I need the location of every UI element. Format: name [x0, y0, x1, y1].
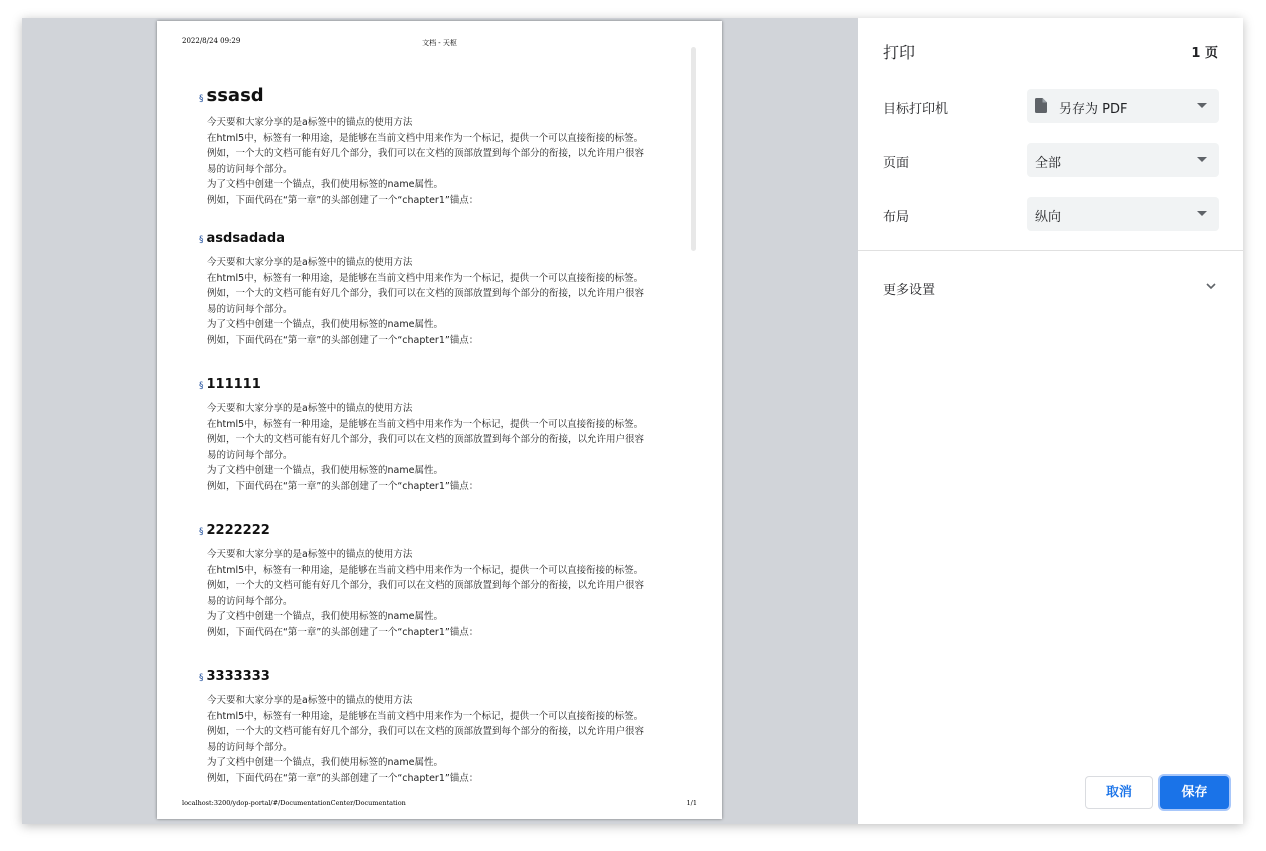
print-dialog: [22, 18, 1243, 824]
section-body: [199, 547, 669, 641]
section-divider: [858, 250, 1243, 251]
paragraph-line: 在html5中，标签有一种用途，是能够在当前文档中用来作为一个标记，提供一个可以直接衔接的标签。: [207, 710, 644, 722]
print-settings-panel: [858, 18, 1243, 824]
section-heading: § 3333333: [199, 669, 270, 684]
section-body: [199, 255, 669, 349]
print-preview-area[interactable]: [22, 18, 858, 824]
paragraph-line: 今天要和大家分享的是a标签中的锚点的使用方法: [207, 257, 413, 268]
section-body: [199, 115, 669, 209]
chevron-down-icon[interactable]: [1204, 279, 1218, 293]
dropdown-caret-icon: [1197, 103, 1207, 108]
paragraph-line: 在html5中，标签有一种用途，是能够在当前文档中用来作为一个标记，提供一个可以直接衔接的标签。: [207, 564, 644, 576]
destination-label: 目标打印机: [883, 102, 949, 117]
layout-label: 布局: [883, 210, 910, 225]
doc-section: [199, 227, 669, 367]
paragraph-line: 易的访问每个部分。: [207, 449, 293, 461]
paragraph-line: 例如，下面代码在“第一章”的头部创建了一个“chapter1”锚点：: [207, 480, 479, 492]
page-footer-number: 1/1: [686, 799, 697, 807]
destination-select[interactable]: [1027, 89, 1219, 123]
page-header-title: 文档 - 天枢: [422, 39, 457, 47]
paragraph-line: 例如，一个大的文档可能有好几个部分，我们可以在文档的顶部放置到每个部分的衔接，以允许用户很容: [207, 288, 645, 300]
paragraph-line: 易的访问每个部分。: [207, 741, 293, 753]
paragraph-line: 例如，一个大的文档可能有好几个部分，我们可以在文档的顶部放置到每个部分的衔接，以允许用户很容: [207, 580, 645, 592]
destination-value: 另存为 PDF: [1059, 102, 1128, 117]
pages-select[interactable]: [1027, 143, 1219, 177]
dialog-title: 打印: [883, 43, 916, 62]
save-button[interactable]: 保存: [1160, 776, 1229, 809]
paragraph-line: 易的访问每个部分。: [207, 163, 293, 175]
doc-section: [199, 81, 669, 221]
cancel-button[interactable]: 取消: [1085, 776, 1153, 809]
preview-scrollbar[interactable]: [691, 47, 696, 251]
paragraph-line: 例如，下面代码在“第一章”的头部创建了一个“chapter1”锚点：: [207, 626, 479, 638]
paragraph-line: 例如，下面代码在“第一章”的头部创建了一个“chapter1”锚点：: [207, 772, 479, 784]
paragraph-line: 今天要和大家分享的是a标签中的锚点的使用方法: [207, 549, 413, 560]
layout-value: 纵向: [1035, 210, 1062, 225]
paragraph-line: 例如，下面代码在“第一章”的头部创建了一个“chapter1”锚点：: [207, 194, 479, 206]
anchor-icon: §: [199, 527, 204, 537]
paragraph-line: 易的访问每个部分。: [207, 303, 293, 315]
paragraph-line: 易的访问每个部分。: [207, 595, 293, 607]
paragraph-line: 例如，一个大的文档可能有好几个部分，我们可以在文档的顶部放置到每个部分的衔接，以允许用户很容: [207, 726, 645, 738]
anchor-icon: §: [199, 381, 204, 391]
paragraph-line: 为了文档中创建一个锚点，我们使用标签的name属性。: [207, 611, 443, 623]
paragraph-line: 例如，一个大的文档可能有好几个部分，我们可以在文档的顶部放置到每个部分的衔接，以允许用户很容: [207, 434, 645, 446]
anchor-icon: §: [199, 673, 204, 683]
section-body: [199, 693, 669, 787]
doc-section: [199, 519, 669, 659]
paragraph-line: 在html5中，标签有一种用途，是能够在当前文档中用来作为一个标记，提供一个可以直接衔接的标签。: [207, 132, 644, 144]
layout-select[interactable]: [1027, 197, 1219, 231]
section-heading: § 2222222: [199, 523, 270, 538]
anchor-icon: §: [199, 94, 204, 104]
doc-section: [199, 665, 669, 805]
section-heading: § 111111: [199, 377, 261, 392]
section-body: [199, 401, 669, 495]
page-count: 1 页: [1191, 46, 1218, 61]
more-settings-toggle[interactable]: 更多设置: [883, 283, 936, 298]
paragraph-line: 为了文档中创建一个锚点，我们使用标签的name属性。: [207, 757, 443, 769]
paragraph-line: 例如，下面代码在“第一章”的头部创建了一个“chapter1”锚点：: [207, 334, 479, 346]
file-icon: [1035, 98, 1047, 113]
paragraph-line: 在html5中，标签有一种用途，是能够在当前文档中用来作为一个标记，提供一个可以直接衔接的标签。: [207, 272, 644, 284]
page-footer-url: localhost:3200/ydop-portal/#/DocumentationCenter/Documentation: [182, 799, 406, 807]
paragraph-line: 为了文档中创建一个锚点，我们使用标签的name属性。: [207, 319, 443, 331]
paragraph-line: 例如，一个大的文档可能有好几个部分，我们可以在文档的顶部放置到每个部分的衔接，以允许用户很容: [207, 148, 645, 160]
dropdown-caret-icon: [1197, 211, 1207, 216]
paragraph-line: 为了文档中创建一个锚点，我们使用标签的name属性。: [207, 179, 443, 191]
paragraph-line: 今天要和大家分享的是a标签中的锚点的使用方法: [207, 117, 413, 128]
pages-value: 全部: [1035, 156, 1062, 171]
document-content: [199, 81, 669, 805]
preview-page: [157, 21, 722, 819]
page-header-date: 2022/8/24 09:29: [182, 37, 241, 45]
section-heading: § ssasd: [199, 85, 264, 106]
paragraph-line: 为了文档中创建一个锚点，我们使用标签的name属性。: [207, 465, 443, 477]
dropdown-caret-icon: [1197, 157, 1207, 162]
paragraph-line: 在html5中，标签有一种用途，是能够在当前文档中用来作为一个标记，提供一个可以直接衔接的标签。: [207, 418, 644, 430]
paragraph-line: 今天要和大家分享的是a标签中的锚点的使用方法: [207, 403, 413, 414]
anchor-icon: §: [199, 235, 204, 245]
doc-section: [199, 373, 669, 513]
section-heading: § asdsadada: [199, 231, 285, 246]
pages-label: 页面: [883, 156, 910, 171]
paragraph-line: 今天要和大家分享的是a标签中的锚点的使用方法: [207, 695, 413, 706]
